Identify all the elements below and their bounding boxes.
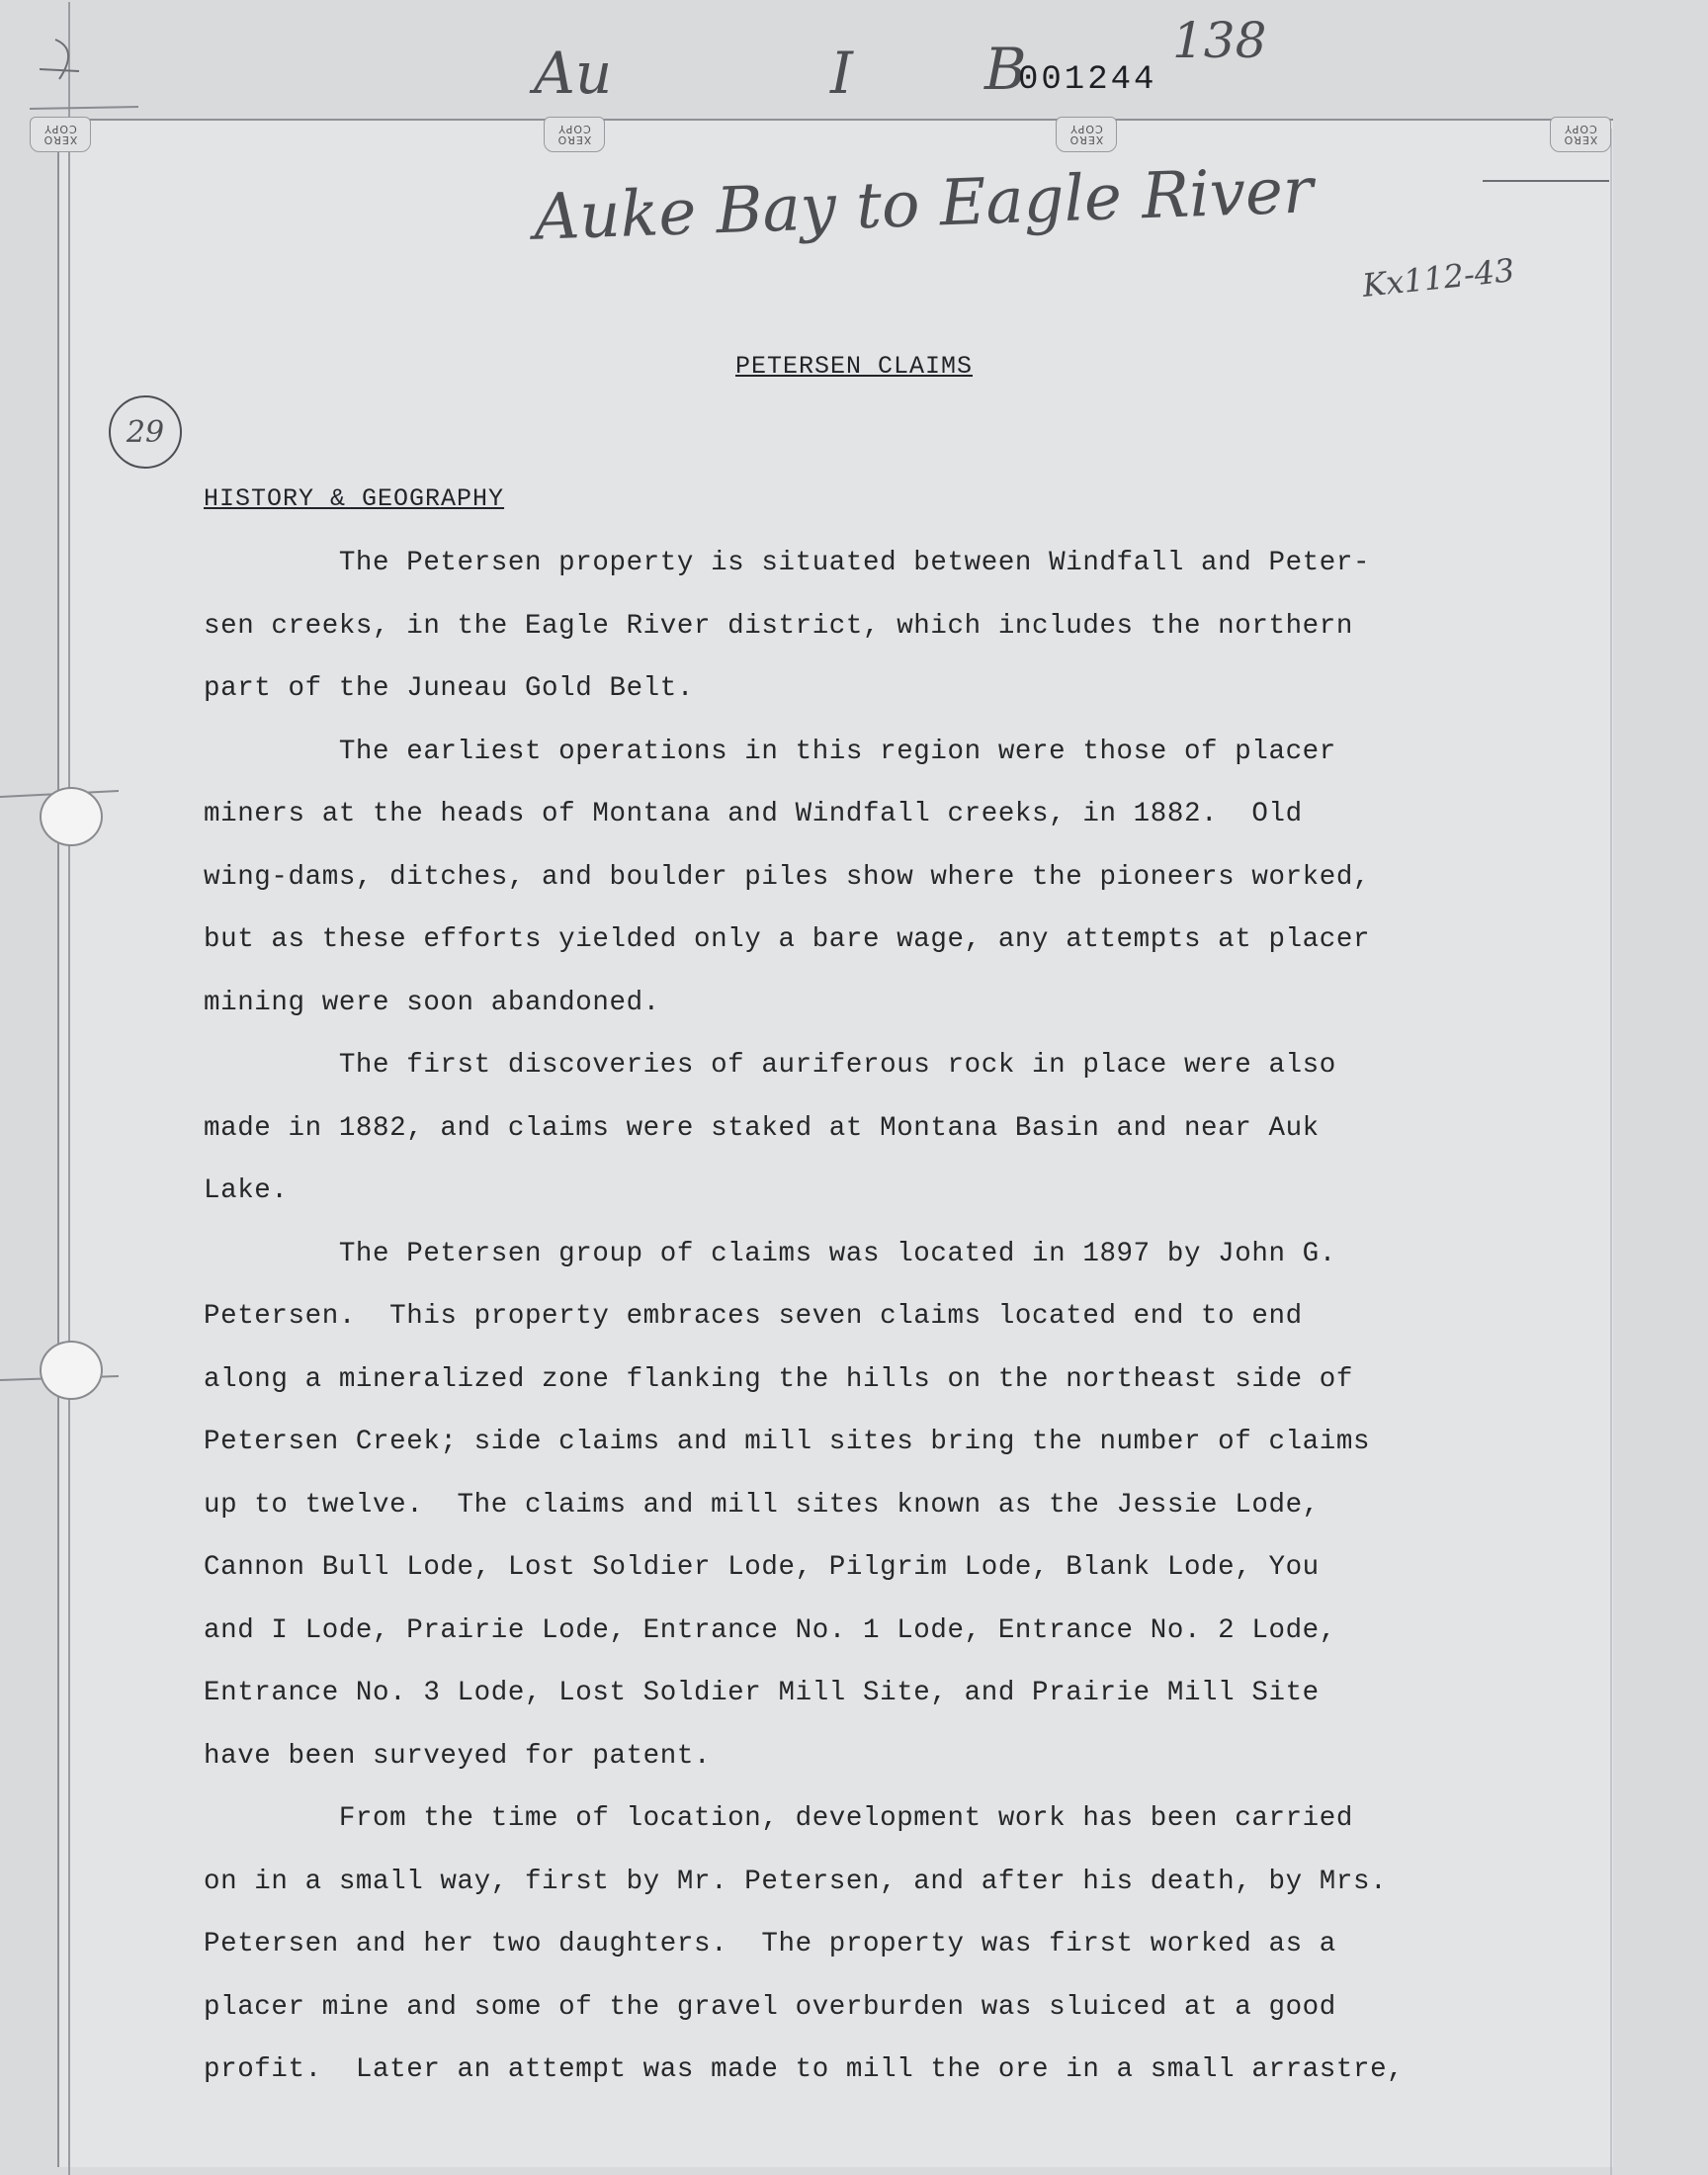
text-line: up to twelve. The claims and mill sites known as the Jessie Lode, [204,1489,1320,1521]
text-line: and I Lode, Prairie Lode, Entrance No. 1 Lode, Entrance No. 2 Lode, [204,1614,1336,1646]
handwritten-page-number: 138 [1172,12,1267,69]
text-line: made in 1882, and claims were staked at Montana Basin and near Auk [204,1112,1320,1144]
text-line: sen creeks, in the Eagle River district, which includes the northern [204,610,1353,642]
document-number-stamp: 001244 [1018,61,1157,99]
text-line: mining were soon abandoned. [204,987,660,1018]
text-line: Petersen Creek; side claims and mill sites bring the number of claims [204,1427,1371,1457]
text-line: Cannon Bull Lode, Lost Soldier Lode, Pilgrim Lode, Blank Lode, You [204,1552,1320,1583]
text-line: wing-dams, ditches, and boulder piles show where the pioneers worked, [204,861,1371,893]
text-line: The earliest operations in this region were those of placer [204,736,1336,767]
circled-number [109,395,182,469]
handwritten-reference: Kx112-43 [1360,251,1517,304]
punch-hole [40,1341,103,1400]
handwritten-code-i: I [830,40,853,107]
text-line: but as these efforts yielded only a bare wage, any attempts at placer [204,924,1371,955]
text-line: The Petersen group of claims was located in 1897 by John G. [204,1238,1336,1269]
text-line: The Petersen property is situated between Windfall and Peter- [204,548,1371,578]
xero-copy-tab: XERO COPY [1056,117,1117,152]
handwritten-code-au: Au [534,40,613,107]
section-heading: HISTORY & GEOGRAPHY [204,484,505,513]
text-line: on in a small way, first by Mr. Petersen, and after his death, by Mrs. [204,1866,1388,1897]
handwritten-code-b: B [984,36,1027,103]
circled-number-text: 29 [126,414,165,450]
text-line: part of the Juneau Gold Belt. [204,673,694,704]
text-line: miners at the heads of Montana and Windfall creeks, in 1882. Old [204,799,1303,829]
text-line: Lake. [204,1175,289,1206]
text-line: From the time of location, development work has been carried [204,1803,1353,1834]
text-line: Petersen. This property embraces seven claims located end to end [204,1301,1303,1332]
document-body [204,532,1548,2102]
xero-copy-tab: XERO COPY [1550,117,1611,152]
text-line: have been surveyed for patent. [204,1740,712,1772]
text-line: profit. Later an attempt was made to mill the ore in a small arrastre, [204,2054,1405,2085]
text-line: Entrance No. 3 Lode, Lost Soldier Mill Site, and Prairie Mill Site [204,1678,1320,1708]
handwritten-location-note: Auke Bay to Eagle River [532,154,1315,255]
text-line: Petersen and her two daughters. The property was first worked as a [204,1929,1336,1959]
punch-hole [40,787,103,846]
document-title: PETERSEN CLAIMS [734,352,974,381]
text-line: along a mineralized zone flanking the hills on the northeast side of [204,1363,1353,1395]
text-line: The first discoveries of auriferous rock in place were also [204,1050,1336,1081]
text-line: placer mine and some of the gravel overburden was sluiced at a good [204,1991,1336,2023]
xero-copy-tab: XERO COPY [30,117,91,152]
xero-copy-tab: XERO COPY [544,117,605,152]
